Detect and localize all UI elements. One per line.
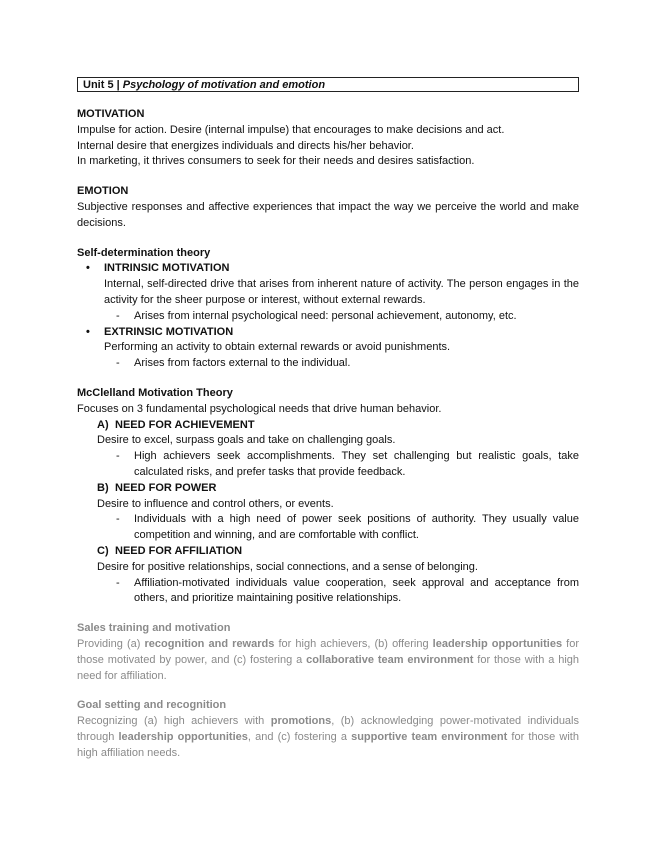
document-page [77,77,579,761]
goal-text: Recognizing (a) high achievers with promotions, (b) acknowledging power-motivated individuals through leadership opportunities, and (c) fostering a supportive team environment for those with high affiliation needs. [77,715,579,759]
need-affiliation-title: C) NEED FOR AFFILIATION [97,544,243,557]
sales-heading: Sales training and motivation [77,622,231,635]
need-achievement-title: A) NEED FOR ACHIEVEMENT [97,418,255,431]
goal-section [77,698,579,761]
extrinsic-title: • EXTRINSIC MOTIVATION [77,325,579,341]
mcclelland-intro: Focuses on 3 fundamental psychological needs that drive human behavior. [77,402,442,415]
sales-section [77,621,579,684]
motivation-line: Impulse for action. Desire (internal impulse) that encourages to make decisions and act. [77,123,505,136]
need-achievement-text: Desire to excel, surpass goals and take on challenging goals. [97,434,396,447]
mcclelland-section [77,386,579,607]
sdt-heading: Self-determination theory [77,246,211,259]
motivation-line: Internal desire that energizes individuals and directs his/her behavior. [77,139,414,152]
emotion-heading: EMOTION [77,185,129,198]
unit-label: Unit 5 | [83,79,123,91]
mcclelland-heading: McClelland Motivation Theory [77,386,233,399]
intrinsic-text: Internal, self-directed drive that arises from inherent nature of activity. The person engages in the activity for the sheer purpose or interest, without external rewards. [104,278,579,306]
extrinsic-text: Performing an activity to obtain external rewards or avoid punishments. [104,341,451,354]
motivation-heading: MOTIVATION [77,108,145,120]
intrinsic-title: • INTRINSIC MOTIVATION [77,261,579,277]
need-achievement-sub: - High achievers seek accomplishments. They set challenging but realistic goals, take calculated risks, and prefer tasks that provide feedback. [77,449,579,481]
need-power-title: B) NEED FOR POWER [97,481,217,494]
sdt-section [77,246,579,372]
need-power-text: Desire to influence and control others, or events. [97,497,334,510]
intrinsic-sub: - Arises from internal psychological need: personal achievement, autonomy, etc. [77,309,579,325]
need-power-sub: - Individuals with a high need of power seek positions of authority. They usually value competition and winning, and are comfortable with conflict. [77,512,579,544]
goal-heading: Goal setting and recognition [77,699,227,712]
unit-subtitle: Psychology of motivation and emotion [122,79,326,91]
extrinsic-sub: - Arises from factors external to the individual. [77,356,579,372]
need-affiliation-text: Desire for positive relationships, social connections, and a sense of belonging. [97,560,478,573]
unit-title-box [77,77,579,92]
emotion-section [77,184,579,231]
motivation-section [77,107,579,170]
motivation-line: In marketing, it thrives consumers to seek for their needs and desires satisfaction. [77,155,475,168]
sales-text: Providing (a) recognition and rewards for high achievers, (b) offering leadership opportunities for those motivated by power, and (c) fostering a collaborative team environment for those with a high need for affiliation. [77,637,579,682]
need-affiliation-sub: - Affiliation-motivated individuals value cooperation, seek approval and acceptance from others, and prioritize maintaining positive relationships. [77,576,579,608]
emotion-text: Subjective responses and affective experiences that impact the way we perceive the world and make decisions. [77,200,579,229]
